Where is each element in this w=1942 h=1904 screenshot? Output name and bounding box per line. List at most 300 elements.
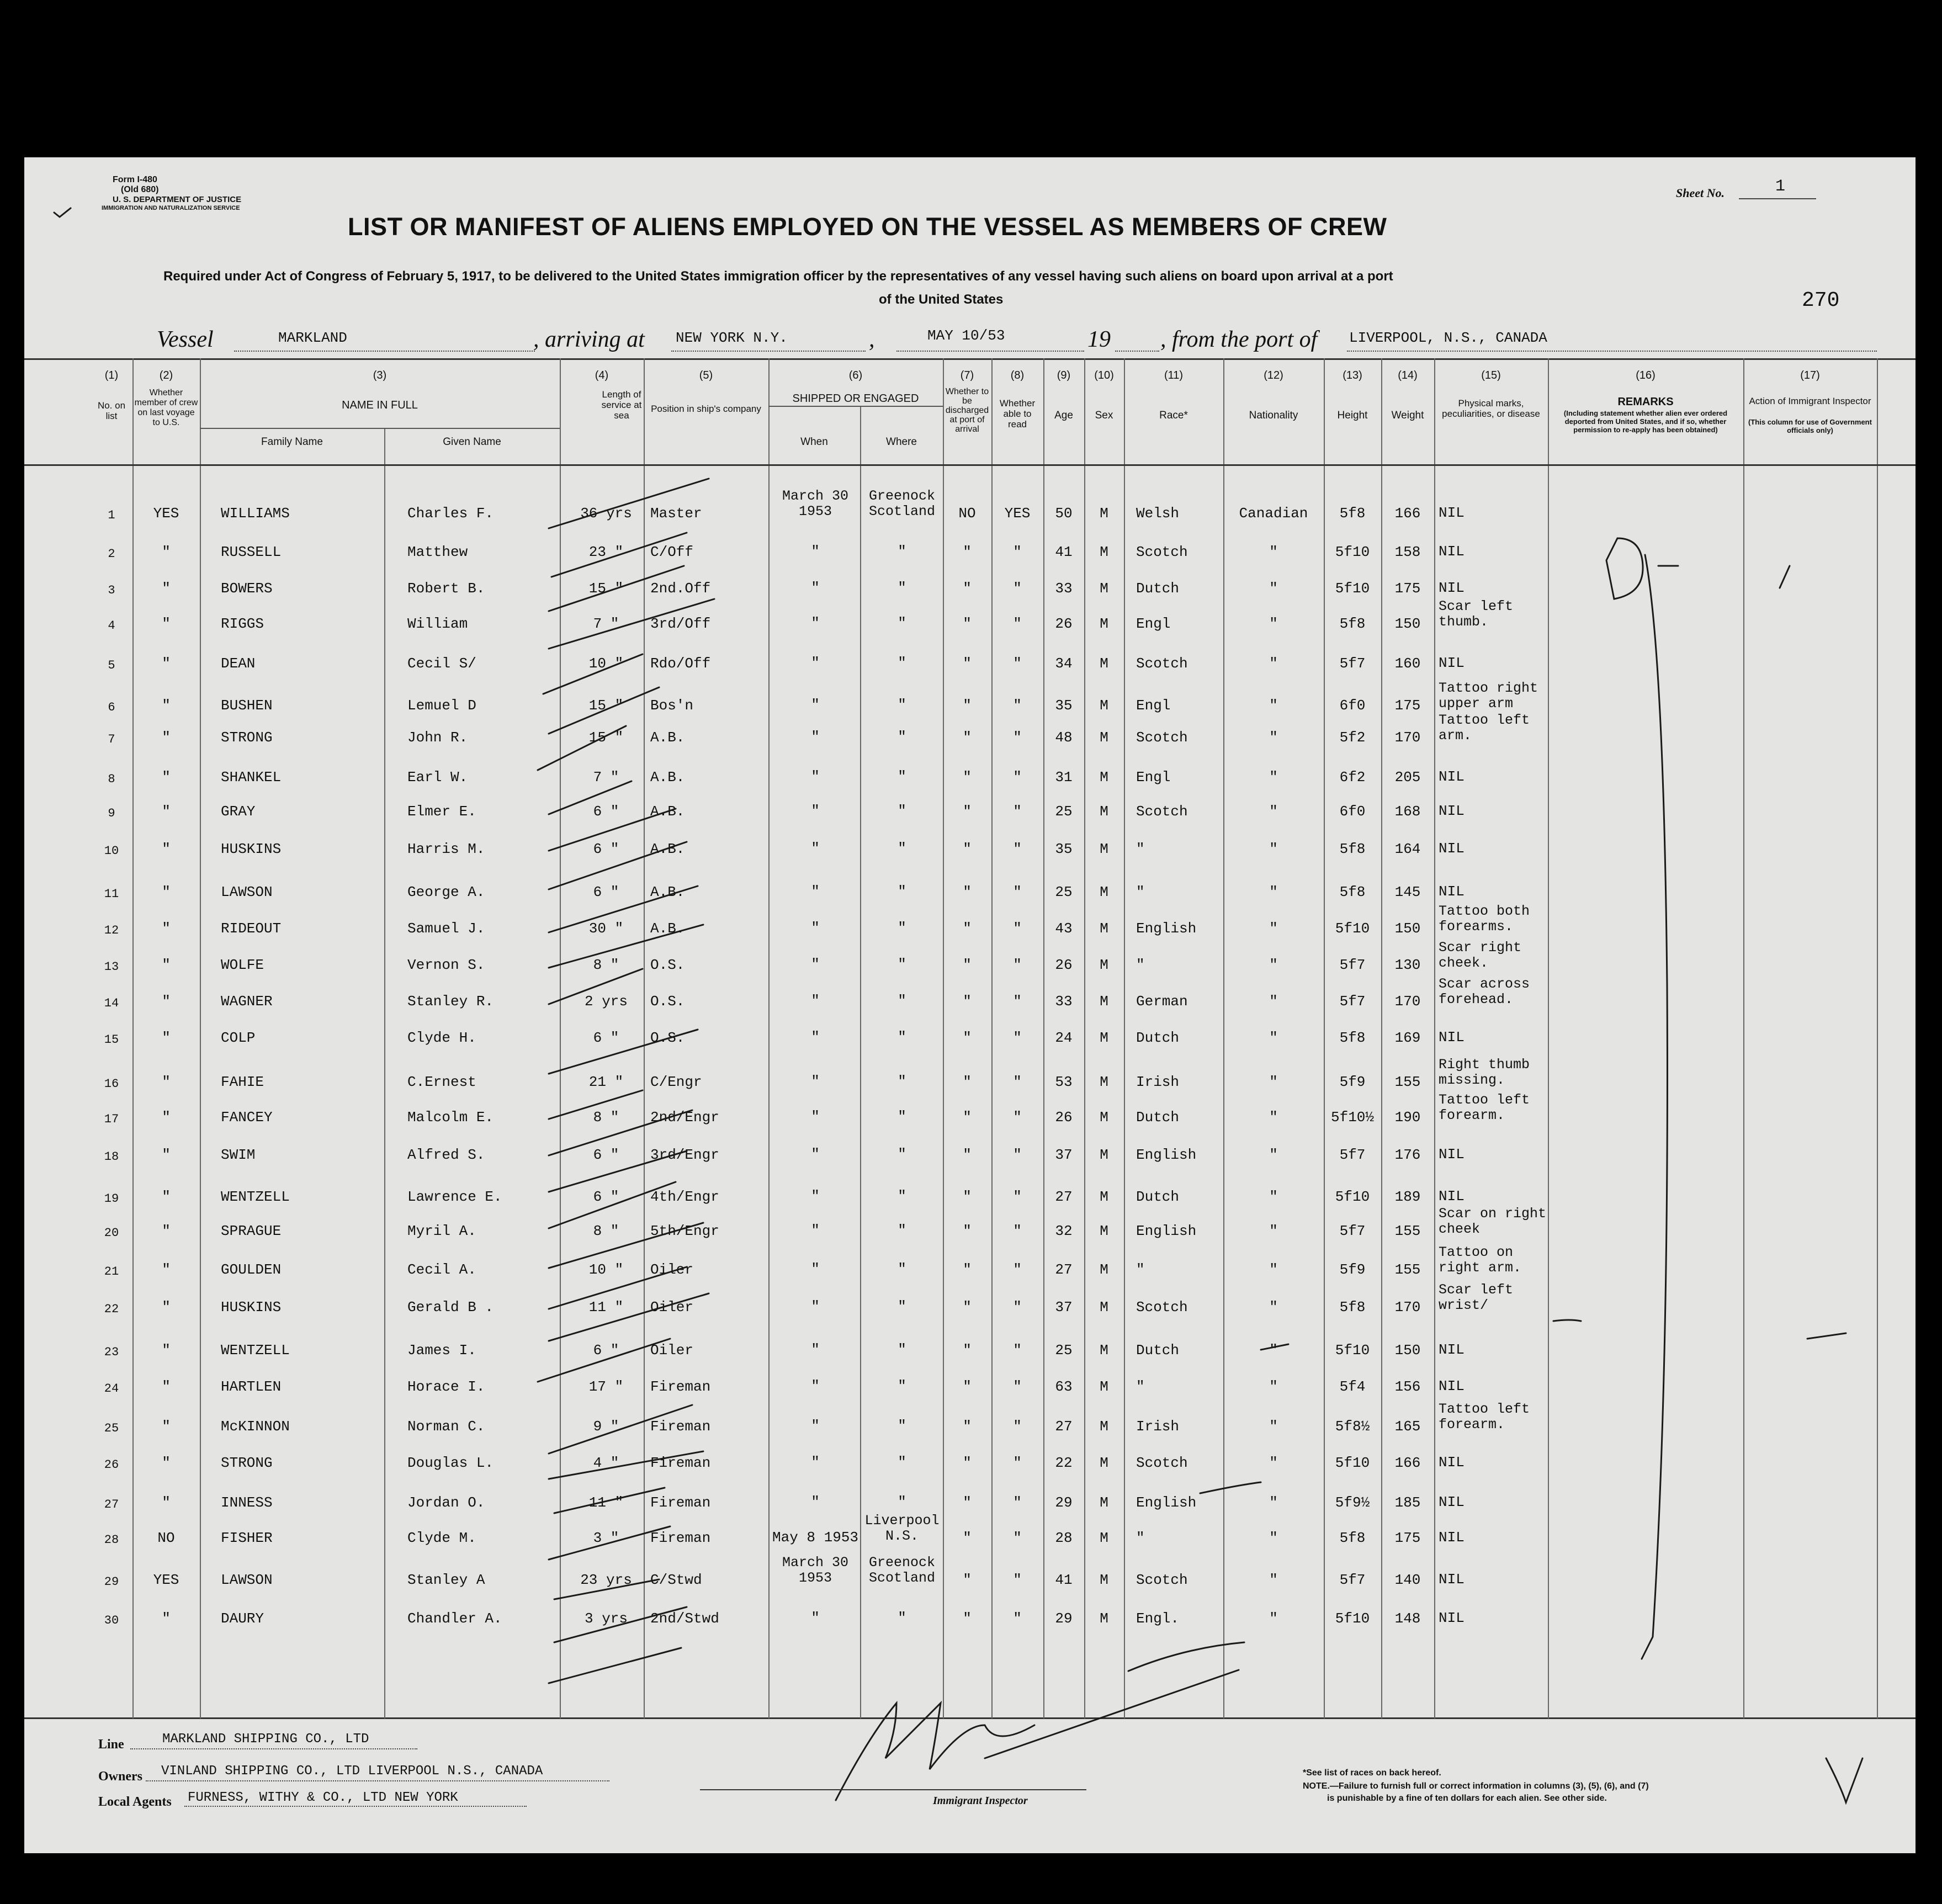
cell-sex: M (1100, 580, 1108, 597)
footnote-penalty-cont: is punishable by a fine of ten dollars for each alien. See other side. (1327, 1794, 1607, 1803)
cell-nationality: " (1269, 1342, 1278, 1359)
cell-able-to-read: " (1013, 1572, 1022, 1588)
cell-family-name: BUSHEN (221, 697, 273, 714)
cell-race: Dutch (1136, 1109, 1180, 1126)
cell-sex: M (1100, 1109, 1108, 1126)
line-label: Line (98, 1737, 124, 1752)
cell-physical-marks: NIL (1439, 1454, 1465, 1471)
cell-list-number: 27 (104, 1498, 119, 1511)
cell-list-number: 23 (104, 1345, 119, 1359)
col-num-9: (9) (1057, 369, 1071, 381)
cell-age: 22 (1055, 1455, 1073, 1471)
cell-sex: M (1100, 505, 1108, 522)
cell-list-number: 25 (104, 1422, 119, 1435)
cell-race: Dutch (1136, 1189, 1180, 1205)
sheet-number: 1 (1775, 177, 1786, 196)
cell-nationality: " (1269, 1494, 1278, 1511)
cell-nationality: " (1269, 655, 1278, 672)
cell-sex: M (1100, 1261, 1108, 1278)
cell-age: 63 (1055, 1378, 1073, 1395)
cell-able-to-read: " (1013, 1074, 1022, 1090)
col-num-12: (12) (1264, 369, 1283, 381)
cell-discharged: " (963, 544, 972, 560)
cell-last-voyage: " (162, 920, 171, 937)
cell-physical-marks: NIL (1439, 543, 1465, 560)
cell-given-name: Elmer E. (407, 803, 476, 820)
cell-list-number: 26 (104, 1458, 119, 1472)
cell-height: 5f10 (1335, 1189, 1370, 1205)
cell-discharged: " (963, 841, 972, 857)
col-num-8: (8) (1010, 369, 1025, 381)
cell-position: 2nd/Engr (650, 1109, 719, 1126)
cell-position: A.B. (650, 920, 685, 937)
cell-list-number: 8 (108, 772, 115, 786)
header-length-of-service: Length of service at sea (601, 389, 642, 421)
cell-length-of-service: 8 " (593, 1223, 619, 1239)
cell-given-name: Stanley A (407, 1572, 485, 1588)
cell-list-number: 28 (104, 1533, 119, 1547)
cell-discharged: " (963, 1189, 972, 1205)
department-name: U. S. DEPARTMENT OF JUSTICE (113, 195, 242, 204)
cell-sex: M (1100, 993, 1108, 1010)
cell-discharged: " (963, 1530, 972, 1546)
cell-age: 28 (1055, 1530, 1073, 1546)
cell-sex: M (1100, 1610, 1108, 1627)
cell-shipped-when: " (811, 1261, 820, 1277)
cell-family-name: DEAN (221, 655, 256, 672)
cell-given-name: John R. (407, 729, 468, 746)
cell-physical-marks: Tattoo on right arm. (1439, 1244, 1522, 1276)
cell-physical-marks: NIL (1439, 580, 1465, 596)
cell-length-of-service: 10 " (588, 655, 624, 672)
cell-race: Dutch (1136, 1342, 1180, 1359)
col-num-2: (2) (159, 369, 173, 381)
cell-shipped-when: " (811, 1418, 820, 1434)
cell-given-name: Norman C. (407, 1418, 485, 1435)
cell-able-to-read: " (1013, 1147, 1022, 1163)
cell-given-name: Jordan O. (407, 1494, 485, 1511)
cell-given-name: William (407, 616, 468, 632)
cell-weight: 158 (1394, 544, 1421, 560)
cell-height: 6f0 (1339, 697, 1366, 714)
cell-list-number: 11 (104, 887, 119, 901)
cell-given-name: Matthew (407, 544, 468, 560)
cell-nationality: " (1269, 1030, 1278, 1046)
cell-shipped-when: " (811, 655, 820, 671)
cell-physical-marks: NIL (1439, 655, 1465, 671)
cell-height: 5f7 (1339, 1223, 1366, 1239)
cell-last-voyage: " (162, 1418, 171, 1435)
cell-shipped-when: " (811, 1494, 820, 1510)
cell-length-of-service: 6 " (593, 1030, 619, 1046)
cell-physical-marks: Scar across forehead. (1439, 976, 1530, 1007)
cell-shipped-where: " (898, 1298, 906, 1315)
cell-sex: M (1100, 1342, 1108, 1359)
cell-age: 26 (1055, 957, 1073, 973)
owners-label: Owners (98, 1769, 142, 1784)
col-num-13: (13) (1343, 369, 1362, 381)
cell-discharged: " (963, 1494, 972, 1511)
cell-shipped-where: " (898, 803, 906, 819)
cell-discharged: " (963, 580, 972, 597)
cell-race: " (1136, 957, 1145, 973)
cell-discharged: " (963, 769, 972, 786)
vessel-name: MARKLAND (278, 330, 347, 346)
header-shipped-engaged: SHIPPED OR ENGAGED (792, 393, 919, 405)
cell-height: 5f10 (1335, 1455, 1370, 1471)
cell-age: 33 (1055, 580, 1073, 597)
cell-weight: 175 (1394, 580, 1421, 597)
cell-position: Oiler (650, 1342, 694, 1359)
cell-physical-marks: NIL (1439, 1188, 1465, 1205)
cell-sex: M (1100, 1074, 1108, 1090)
cell-able-to-read: " (1013, 957, 1022, 973)
cell-given-name: Stanley R. (407, 993, 494, 1010)
cell-nationality: " (1269, 920, 1278, 937)
cell-sex: M (1100, 655, 1108, 672)
header-name-in-full: NAME IN FULL (342, 399, 418, 411)
cell-length-of-service: 6 " (593, 803, 619, 820)
cell-last-voyage: " (162, 1074, 171, 1090)
cell-family-name: HUSKINS (221, 1299, 282, 1316)
cell-height: 5f7 (1339, 1572, 1366, 1588)
cell-given-name: Horace I. (407, 1378, 485, 1395)
cell-physical-marks: Tattoo left arm. (1439, 712, 1530, 744)
cell-physical-marks: Scar left thumb. (1439, 598, 1514, 630)
cell-sex: M (1100, 957, 1108, 973)
cell-nationality: Canadian (1239, 505, 1308, 522)
cell-discharged: " (963, 697, 972, 714)
cell-family-name: LAWSON (221, 1572, 273, 1588)
cell-list-number: 17 (104, 1112, 119, 1126)
cell-height: 5f8 (1339, 1030, 1366, 1046)
cell-family-name: WENTZELL (221, 1189, 290, 1205)
cell-height: 5f10 (1335, 1342, 1370, 1359)
cell-age: 43 (1055, 920, 1073, 937)
cell-age: 24 (1055, 1030, 1073, 1046)
cell-family-name: RIDEOUT (221, 920, 282, 937)
cell-shipped-when: May 8 1953 (772, 1529, 859, 1546)
cell-height: 5f8 (1339, 1299, 1366, 1316)
cell-height: 5f8 (1339, 616, 1366, 632)
cell-shipped-where: " (898, 655, 906, 671)
cell-height: 5f8 (1339, 1530, 1366, 1546)
cell-race: Engl (1136, 769, 1171, 786)
cell-length-of-service: 15 " (588, 580, 624, 597)
cell-family-name: HARTLEN (221, 1378, 282, 1395)
cell-discharged: " (963, 1030, 972, 1046)
cell-position: A.B. (650, 841, 685, 857)
cell-family-name: WAGNER (221, 993, 273, 1010)
cell-list-number: 19 (104, 1192, 119, 1206)
cell-shipped-where: " (898, 1222, 906, 1239)
cell-list-number: 24 (104, 1382, 119, 1396)
cell-able-to-read: " (1013, 1418, 1022, 1435)
cell-position: O.S. (650, 993, 685, 1010)
cell-physical-marks: NIL (1439, 1529, 1465, 1546)
cell-length-of-service: 11 " (588, 1494, 624, 1511)
cell-race: Welsh (1136, 505, 1180, 522)
cell-sex: M (1100, 1223, 1108, 1239)
cell-height: 5f9 (1339, 1074, 1366, 1090)
cell-last-voyage: " (162, 697, 171, 714)
cell-sex: M (1100, 729, 1108, 746)
cell-able-to-read: " (1013, 1342, 1022, 1359)
agents-label: Local Agents (98, 1795, 172, 1809)
cell-length-of-service: 30 " (588, 920, 624, 937)
cell-discharged: " (963, 1147, 972, 1163)
cell-able-to-read: " (1013, 655, 1022, 672)
cell-shipped-when: " (811, 1188, 820, 1205)
cell-race: Scotch (1136, 544, 1188, 560)
cell-shipped-when: " (811, 615, 820, 632)
cell-position: A.B. (650, 769, 685, 786)
cell-able-to-read: YES (1004, 505, 1031, 522)
page-subtitle: Required under Act of Congress of February 5, 1917, to be delivered to the United States immigration officer by the representatives of any vessel having such aliens on board upon arrival at a port (163, 269, 1393, 284)
cell-able-to-read: " (1013, 1261, 1022, 1278)
cell-discharged: " (963, 655, 972, 672)
cell-shipped-when: " (811, 1029, 820, 1046)
cell-list-number: 4 (108, 619, 115, 633)
cell-race: Irish (1136, 1418, 1180, 1435)
cell-physical-marks: NIL (1439, 1494, 1465, 1510)
cell-length-of-service: 23 " (588, 544, 624, 560)
cell-length-of-service: 3 " (593, 1530, 619, 1546)
cell-height: 5f9 (1339, 1261, 1366, 1278)
cell-weight: 148 (1394, 1610, 1421, 1627)
manifest-sheet: Form I-480 (Old 680) U. S. DEPARTMENT OF JUSTICE IMMIGRATION AND NATURALIZATION SERVICE Sheet No. 1 LIST OR MANIFEST OF ALIENS EMPLOYED ON THE VESSEL AS MEMBERS OF CREW Required under Act of Congress of February 5, 1917, to be delivered to the United States immigration officer by the representatives of any vessel having such aliens on board upon arrival at a port of the United States 270 Vessel MARKLAND , arriving at NEW YORK N.Y. , MAY 10/53 19 , from the port of LIVERPOOL, N.S., CANADA (1) (2) (3) (4) (5) (6) (7) (8) (9) (10) (11) (12) (13) (14) (15) (16) (17) No. on list Whether member of crew on last voyage to U.S. NAME IN FULL Family Name Given Name Length of service at sea Position in ship's company SHIPPED OR ENGAGED When Where Whether to be discharged at port of arrival Whether able to read Age Sex Race* Nationality Height Weight Physical marks, peculiarities, or disease REMARKS (Including statement whether alien ever ordered deported from United States, and if so, whether permission to re-apply has been obtained) Action of Immigrant Inspector (This column for use of Government officials only) 1 YES WILLIAMS Charles F. 36 yrs Master March 30 1953 Greenock Scotland NO YES 50 M Welsh Canadian 5f8 166 NIL 2 " RUSSELL Matthew 23 " C/Off " " " " 41 M Scotch " 5f10 158 NIL 3 " BOWERS Robert B. 15 " 2nd.Off " " " " 33 M Dutch " 5f10 175 NIL 4 " RIGGS William 7 " 3rd/Off " " " " 26 M Engl " 5f8 150 Scar left thumb. 5 " DEAN Cecil S/ 10 " Rdo/Off " " " " 34 M Scotch " 5f7 160 NIL 6 " BUSHEN Lemuel D 15 " Bos'n " " " " 35 M Engl " 6f0 175 Tattoo right upper arm 7 " STRONG John R. 15 " A.B. " " " " 48 M Scotch " 5f2 170 Tattoo left arm. 8 " SHANKEL Earl W. 7 " A.B. " " " " 31 M Engl " 6f2 205 NIL 9 " GRAY Elmer E. 6 " A.B. " " " " 25 M Scotch " 6f0 168 NIL 10 " HUSKINS Harris M. 6 " A.B. " " " " 35 M " " 5f8 164 NIL 11 " LAWSON George A. 6 " A.B. " " " " 25 M " " 5f8 145 NIL 12 " RIDEOUT Samuel J. 30 " A.B. " " " " 43 M English " 5f10 150 Tattoo both forearms. 13 " WOLFE Vernon S. 8 " O.S. " " " " 26 M " " 5f7 130 Scar right cheek. 14 " WAGNER Stanley R. 2 yrs O.S. " " " " 33 M German " 5f7 170 Scar across forehead. 15 " COLP Clyde H. 6 " O.S. " " " " 24 M Dutch " 5f8 169 NIL 16 " FAHIE C.Ernest 21 " C/Engr " " " " 53 M Irish " 5f9 155 Right thumb missing. 17 " FANCEY Malcolm E. 8 " 2nd/Engr " " " " 26 M Dutch " 5f10½ 190 Tattoo left forearm. 18 " SWIM Alfred S. 6 " 3rd/Engr " " " " 37 M English " 5f7 176 NIL 19 " WENTZELL Lawrence E. 6 " 4th/Engr " " " " 27 M Dutch " 5f10 189 NIL 20 " SPRAGUE Myril A. 8 " 5th/Engr " " " " 32 M English " 5f7 155 Scar on right cheek 21 " GOULDEN Cecil A. 10 " Oiler " " " " 27 M " " 5f9 155 Tattoo on right arm. 22 " HUSKINS Gerald B . 11 " Oiler " " " " 37 M Scotch " 5f8 170 Scar left wrist/ 23 " WENTZELL James I. 6 " Oiler " " " " 25 M Dutch " 5f10 150 NIL 24 " HARTLEN Horace I. 17 " Fireman " " " " 63 M " " 5f4 156 NIL 25 " McKINNON Norman C. 9 " Fireman " " " " 27 M Irish " 5f8½ 165 Tattoo left forearm. 26 " STRONG Douglas L. 4 " Fireman " " " " 22 M Scotch " 5f10 166 NIL 27 " INNESS Jordan O. 11 " Fireman " " " " 29 M English " 5f9½ 185 NIL 28 NO FISHER Clyde M. 3 " Fireman May 8 1953 Liverpool N.S. " " 28 M " " 5f8 175 NIL 29 YES LAWSON Stanley A 23 yrs C/Stwd March 30 1953 Greenock Scotland " " 41 M Scotch " 5f7 140 NIL 30 " DAURY Chandler A. 3 yrs 2nd/Stwd " " " " 29 M Engl. " 5f10 148 NIL Line MARKLAND SHIPPING CO., LTD Owners VINLAND SHIPPING CO., LTD LIVERPOOL N.S., CANADA Local Agents FURNESS, WITHY & CO., LTD NEW YORK Immigrant Inspector *See list of races on back hereof. NOTE.—Failure to furnish full or correct information in columns (3), (5), (6), and (7) is punishable by a fine of ten dollars for each alien. See other side. (24, 157, 1916, 1853)
cell-family-name: LAWSON (221, 884, 273, 900)
cell-position: Fireman (650, 1530, 711, 1546)
cell-age: 27 (1055, 1261, 1073, 1278)
header-discharged: Whether to be discharged at port of arrival (945, 387, 989, 434)
cell-position: 3rd/Off (650, 616, 711, 632)
cell-shipped-when: " (811, 1109, 820, 1125)
cell-discharged: " (963, 1074, 972, 1090)
cell-race: Scotch (1136, 1299, 1188, 1316)
cell-physical-marks: NIL (1439, 883, 1465, 900)
cell-family-name: STRONG (221, 729, 273, 746)
header-remarks-note: (Including statement whether alien ever ordered deported from United States, and if so, whether permission to re-apply has been obtained) (1563, 409, 1728, 434)
cell-nationality: " (1269, 1530, 1278, 1546)
cell-family-name: STRONG (221, 1455, 273, 1471)
header-weight: Weight (1391, 410, 1424, 421)
cell-able-to-read: " (1013, 1299, 1022, 1316)
cell-nationality: " (1269, 1455, 1278, 1471)
cell-physical-marks: Tattoo both forearms. (1439, 903, 1530, 935)
arriving-port: NEW YORK N.Y. (676, 330, 788, 346)
cell-weight: 166 (1394, 505, 1421, 522)
cell-age: 41 (1055, 544, 1073, 560)
cell-last-voyage: NO (157, 1530, 175, 1546)
header-inspector-action: Action of Immigrant Inspector (1749, 396, 1871, 406)
cell-sex: M (1100, 1530, 1108, 1546)
cell-nationality: " (1269, 1610, 1278, 1627)
cell-nationality: " (1269, 1147, 1278, 1163)
cell-nationality: " (1269, 697, 1278, 714)
cell-age: 31 (1055, 769, 1073, 786)
cell-length-of-service: 8 " (593, 957, 619, 973)
cell-family-name: INNESS (221, 1494, 273, 1511)
cell-discharged: " (963, 1418, 972, 1435)
cell-given-name: Malcolm E. (407, 1109, 494, 1126)
cell-height: 5f10 (1335, 1610, 1370, 1627)
cell-physical-marks: Scar right cheek. (1439, 940, 1522, 971)
cell-physical-marks: Tattoo right upper arm (1439, 680, 1538, 712)
cell-physical-marks: NIL (1439, 803, 1465, 819)
cell-race: " (1136, 1261, 1145, 1278)
cell-given-name: Samuel J. (407, 920, 485, 937)
cell-sex: M (1100, 884, 1108, 900)
cell-age: 41 (1055, 1572, 1073, 1588)
cell-nationality: " (1269, 957, 1278, 973)
cell-weight: 155 (1394, 1074, 1421, 1090)
cell-list-number: 12 (104, 924, 119, 937)
cell-weight: 170 (1394, 993, 1421, 1010)
cell-weight: 140 (1394, 1572, 1421, 1588)
cell-last-voyage: " (162, 1147, 171, 1163)
cell-able-to-read: " (1013, 1030, 1022, 1046)
cell-age: 35 (1055, 841, 1073, 857)
cell-position: 2nd.Off (650, 580, 711, 597)
cell-shipped-when: " (811, 1610, 820, 1626)
cell-last-voyage: " (162, 655, 171, 672)
cell-list-number: 9 (108, 807, 115, 820)
cell-given-name: Gerald B . (407, 1299, 494, 1316)
cell-height: 5f4 (1339, 1378, 1366, 1395)
cell-shipped-when: " (811, 1298, 820, 1315)
cell-last-voyage: " (162, 1299, 171, 1316)
cell-shipped-when: " (811, 1454, 820, 1471)
cell-length-of-service: 4 " (593, 1455, 619, 1471)
cell-shipped-when: " (811, 1341, 820, 1358)
cell-given-name: Robert B. (407, 580, 485, 597)
cell-weight: 164 (1394, 841, 1421, 857)
cell-list-number: 30 (104, 1614, 119, 1627)
cell-given-name: Clyde M. (407, 1530, 476, 1546)
cell-discharged: " (963, 1109, 972, 1126)
cell-last-voyage: YES (153, 1572, 179, 1588)
cell-position: O.S. (650, 957, 685, 973)
cell-shipped-where: " (898, 697, 906, 713)
cell-list-number: 5 (108, 659, 115, 672)
cell-shipped-where: " (898, 1418, 906, 1434)
cell-shipped-where: " (898, 1341, 906, 1358)
cell-race: German (1136, 993, 1188, 1010)
cell-family-name: GRAY (221, 803, 256, 820)
page-stamp-number: 270 (1802, 289, 1840, 312)
cell-nationality: " (1269, 1299, 1278, 1316)
cell-age: 29 (1055, 1610, 1073, 1627)
cell-physical-marks: NIL (1439, 840, 1465, 857)
cell-physical-marks: NIL (1439, 1610, 1465, 1626)
cell-list-number: 21 (104, 1265, 119, 1279)
cell-race: English (1136, 1494, 1197, 1511)
cell-shipped-when: " (811, 1146, 820, 1163)
cell-given-name: Harris M. (407, 841, 485, 857)
cell-physical-marks: Right thumb missing. (1439, 1057, 1530, 1088)
cell-length-of-service: 7 " (593, 616, 619, 632)
cell-last-voyage: " (162, 1261, 171, 1278)
cell-height: 6f2 (1339, 769, 1366, 786)
cell-able-to-read: " (1013, 1223, 1022, 1239)
header-physical-marks: Physical marks, peculiarities, or disease (1442, 398, 1540, 419)
cell-race: " (1136, 841, 1145, 857)
cell-nationality: " (1269, 1109, 1278, 1126)
cell-weight: 150 (1394, 616, 1421, 632)
cell-weight: 170 (1394, 1299, 1421, 1316)
cell-length-of-service: 17 " (588, 1378, 624, 1395)
cell-physical-marks: NIL (1439, 768, 1465, 785)
cell-sex: M (1100, 1418, 1108, 1435)
cell-position: A.B. (650, 729, 685, 746)
header-list-number: No. on list (97, 400, 126, 421)
cell-discharged: " (963, 1223, 972, 1239)
cell-given-name: Earl W. (407, 769, 468, 786)
cell-given-name: Charles F. (407, 505, 494, 522)
cell-given-name: Alfred S. (407, 1147, 485, 1163)
cell-given-name: Myril A. (407, 1223, 476, 1239)
cell-position: Master (650, 505, 702, 522)
cell-length-of-service: 15 " (588, 697, 624, 714)
cell-shipped-where: " (898, 883, 906, 900)
header-sex: Sex (1095, 410, 1113, 421)
header-race: Race* (1159, 410, 1188, 421)
cell-race: Scotch (1136, 803, 1188, 820)
cell-nationality: " (1269, 729, 1278, 746)
page-subtitle-cont: of the United States (879, 292, 1004, 307)
cell-position: Rdo/Off (650, 655, 711, 672)
cell-family-name: FISHER (221, 1530, 273, 1546)
col-num-14: (14) (1398, 369, 1418, 381)
cell-sex: M (1100, 1572, 1108, 1588)
cell-shipped-when: " (811, 1222, 820, 1239)
cell-race: Scotch (1136, 1455, 1188, 1471)
cell-family-name: SHANKEL (221, 769, 282, 786)
cell-length-of-service: 6 " (593, 884, 619, 900)
cell-race: Scotch (1136, 729, 1188, 746)
cell-family-name: WILLIAMS (221, 505, 290, 522)
cell-sex: M (1100, 616, 1108, 632)
cell-nationality: " (1269, 544, 1278, 560)
cell-weight: 155 (1394, 1223, 1421, 1239)
cell-length-of-service: 9 " (593, 1418, 619, 1435)
cell-list-number: 18 (104, 1150, 119, 1164)
cell-last-voyage: " (162, 1223, 171, 1239)
cell-list-number: 16 (104, 1077, 119, 1091)
cell-able-to-read: " (1013, 1109, 1022, 1126)
vessel-label: Vessel (157, 327, 214, 352)
cell-able-to-read: " (1013, 1494, 1022, 1511)
header-given-name: Given Name (443, 436, 501, 448)
cell-shipped-where: " (898, 768, 906, 785)
cell-position: Fireman (650, 1418, 711, 1435)
header-where: Where (886, 436, 917, 448)
cell-sex: M (1100, 1299, 1108, 1316)
cell-length-of-service: 11 " (588, 1299, 624, 1316)
cell-shipped-where: " (898, 1029, 906, 1046)
col-num-6: (6) (848, 369, 863, 381)
cell-height: 5f8 (1339, 841, 1366, 857)
cell-last-voyage: " (162, 1455, 171, 1471)
cell-list-number: 13 (104, 960, 119, 974)
cell-height: 5f7 (1339, 1147, 1366, 1163)
cell-shipped-where: Greenock Scotland (868, 488, 936, 519)
cell-shipped-where: " (898, 1454, 906, 1471)
cell-position: Oiler (650, 1261, 694, 1278)
cell-list-number: 1 (108, 508, 115, 522)
cell-discharged: " (963, 920, 972, 937)
